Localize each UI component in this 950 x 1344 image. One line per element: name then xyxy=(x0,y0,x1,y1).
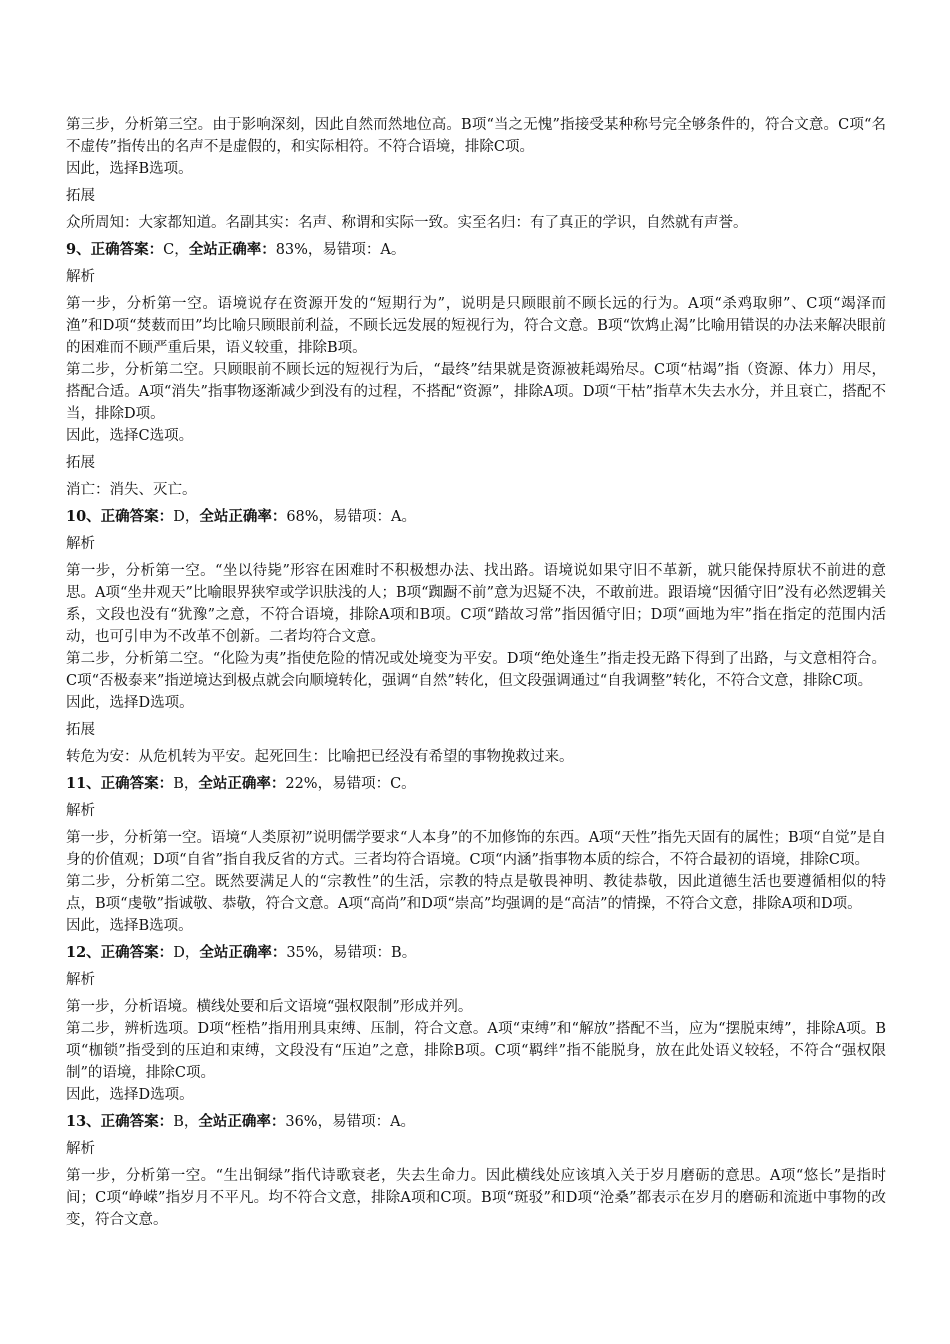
q10-step2: 第二步，分析第二空。“化险为夷”指使危险的情况或处境变为平安。D项“绝处逢生”指走投无路下得到了出路，与文意相符合。C项“否极泰来”指逆境达到极点就会向顺境转化，强调“自然”转化，但文段强调通过“自我调整”转化，不符合文意，排除C项。 xyxy=(66,651,886,689)
q11-step2: 第二步，分析第二空。既然要满足人的“宗教性”的生活，宗教的特点是敬畏神明、教徒恭敬，因此道德生活也要遵循相似的特点，B项“虔敬”指诚敬、恭敬，符合文意。A项“高尚”和D项“崇高”均强调的是“高洁”的情操，不符合文意，排除A项和D项。 xyxy=(66,874,886,912)
q9-step2: 第二步，分析第二空。只顾眼前不顾长远的短视行为后，“最终”结果就是资源被耗竭殆尽。C项“枯竭”指（资源、体力）用尽，搭配合适。A项“消失”指事物逐渐减少到没有的过程，不搭配“资源”，排除A项。D项“干枯”指草木失去水分，并且衰亡，搭配不当，排除D项。 xyxy=(66,362,886,422)
q10-analysis-title: 解析 xyxy=(66,536,95,552)
q9-answer: C， xyxy=(163,242,189,258)
q8-extension: 众所周知：大家都知道。名副其实：名声、称谓和实际一致。实至名归：有了真正的学识，自然就有声誉。 xyxy=(66,215,748,231)
q9-extension-title: 拓展 xyxy=(66,455,95,471)
q9-analysis-title: 解析 xyxy=(66,269,95,285)
q8-conclusion: 因此，选择B选项。 xyxy=(66,161,193,177)
q13-answer-label: 13、正确答案： xyxy=(66,1113,174,1130)
q9-rate-label: 全站正确率： xyxy=(188,241,276,258)
q9-answer-line xyxy=(66,239,886,261)
q11-answer: B， xyxy=(173,776,199,792)
q10-conclusion: 因此，选择D选项。 xyxy=(66,695,194,711)
q11-rate-label: 全站正确率： xyxy=(198,775,286,792)
q13-step1: 第一步，分析第一空。“生出铜绿”指代诗歌衰老，失去生命力。因此横线处应该填入关于岁月磨砺的意思。A项“悠长”是指时间；C项“峥嵘”指岁月不平凡。均不符合文意，排除A项和C项。B项“斑驳”和D项“沧桑”都表示在岁月的磨砺和流逝中事物的改变，符合文意。 xyxy=(66,1168,886,1228)
q13-analysis-title: 解析 xyxy=(66,1141,95,1157)
q12-conclusion: 因此，选择D选项。 xyxy=(66,1087,194,1103)
q9-step1: 第一步，分析第一空。语境说存在资源开发的“短期行为”，说明是只顾眼前不顾长远的行为。A项“杀鸡取卵”、C项“竭泽而渔”和D项“焚薮而田”均比喻只顾眼前利益，不顾长远发展的短视行为，符合文意。B项“饮鸩止渴”比喻用错误的办法来解决眼前的困难而不顾严重后果，语义较重，排除B项。 xyxy=(66,296,886,356)
q12-rate: 35%，易错项：B。 xyxy=(286,945,417,961)
q12-rate-label: 全站正确率： xyxy=(199,944,287,961)
q8-step3: 第三步，分析第三空。由于影响深刻，因此自然而然地位高。B项“当之无愧”指接受某种称号完全够条件的，符合文意。C项“名不虚传”指传出的名声不是虚假的，和实际相符。不符合语境，排除C项。 xyxy=(66,117,886,155)
q10-answer-label: 10、正确答案： xyxy=(66,508,174,525)
q10-rate: 68%，易错项：A。 xyxy=(286,509,417,525)
q9-extension: 消亡：消失、灭亡。 xyxy=(66,482,197,498)
q9-conclusion: 因此，选择C选项。 xyxy=(66,428,194,444)
q13-answer: B， xyxy=(173,1114,199,1130)
q9-rate: 83%，易错项：A。 xyxy=(275,242,406,258)
q10-answer: D， xyxy=(173,509,200,525)
q12-step2: 第二步，辨析选项。D项“桎梏”指用刑具束缚、压制，符合文意。A项“束缚”和“解放”搭配不当，应为“摆脱束缚”，排除A项。B项“枷锁”指受到的压迫和束缚，文段没有“压迫”之意，排除B项。C项“羁绊”指不能脱身，放在此处语义较轻，不符合“强权限制”的语境，排除C项。 xyxy=(66,1021,886,1081)
q12-step1: 第一步，分析语境。横线处要和后文语境“强权限制”形成并列。 xyxy=(66,999,473,1015)
q12-answer-label: 12、正确答案： xyxy=(66,944,174,961)
q10-extension-title: 拓展 xyxy=(66,722,95,738)
q13-rate-label: 全站正确率： xyxy=(198,1113,286,1130)
q13-rate: 36%，易错项：A。 xyxy=(285,1114,416,1130)
q11-conclusion: 因此，选择B选项。 xyxy=(66,918,193,934)
q10-step1: 第一步，分析第一空。“坐以待毙”形容在困难时不积极想办法、找出路。语境说如果守旧不革新，就只能保持原状不前进的意思。A项“坐井观天”比喻眼界狭窄或学识肤浅的人；B项“踟蹰不前”意为迟疑不决，不敢前进。跟语境“因循守旧”没有必然逻辑关系，文段也没有“犹豫”之意，不符合语境，排除A项和B项。C项“踏故习常”指因循守旧；D项“画地为牢”指在指定的范围内活动，也可引申为不改革不创新。二者均符合文意。 xyxy=(66,563,886,645)
q11-answer-label: 11、正确答案： xyxy=(66,775,174,792)
document-page xyxy=(66,114,886,1231)
q11-rate: 22%，易错项：C。 xyxy=(285,776,416,792)
q12-analysis-title: 解析 xyxy=(66,972,95,988)
q12-answer-line xyxy=(66,942,886,964)
q13-answer-line xyxy=(66,1111,886,1133)
q12-answer: D， xyxy=(173,945,200,961)
q11-answer-line xyxy=(66,773,886,795)
q8-extension-title: 拓展 xyxy=(66,188,95,204)
q11-analysis-title: 解析 xyxy=(66,803,95,819)
q9-answer-label: 9、正确答案： xyxy=(66,241,164,258)
q10-rate-label: 全站正确率： xyxy=(199,508,287,525)
q10-answer-line xyxy=(66,506,886,528)
q11-step1: 第一步，分析第一空。语境“人类原初”说明儒学要求“人本身”的不加修饰的东西。A项“天性”指先天固有的属性；B项“自觉”是自身的价值观；D项“自省”指自我反省的方式。三者均符合语境。C项“内涵”指事物本质的综合，不符合最初的语境，排除C项。 xyxy=(66,830,886,868)
q10-extension: 转危为安：从危机转为平安。起死回生：比喻把已经没有希望的事物挽救过来。 xyxy=(66,749,574,765)
